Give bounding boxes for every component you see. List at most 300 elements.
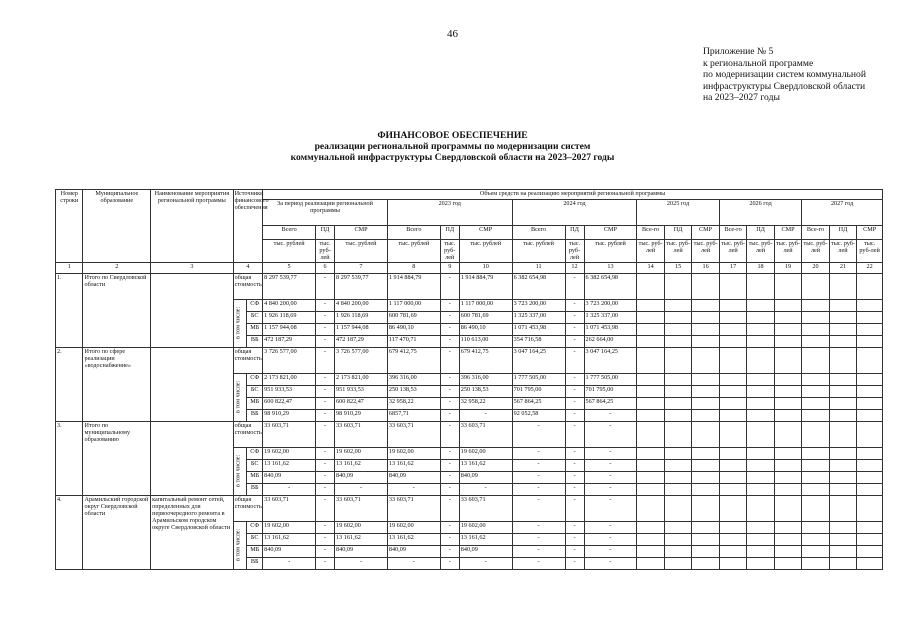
value-cell: 1 071 453,98 [512, 323, 565, 335]
in-that-label: в том числе: [233, 299, 247, 347]
value-cell: - [584, 471, 637, 483]
value-cell: - [565, 545, 584, 557]
header-unit: тыс. руб-лей [664, 240, 691, 263]
empty-cell [692, 273, 719, 299]
empty-cell [829, 299, 856, 311]
empty-cell [637, 347, 664, 373]
empty-cell [857, 397, 883, 409]
header-smr: СМР [584, 226, 637, 240]
value-cell: - [565, 347, 584, 373]
value-cell: - [440, 495, 459, 521]
empty-cell [747, 311, 774, 323]
in-that-label: в том числе: [233, 447, 247, 495]
empty-cell [774, 421, 801, 447]
empty-cell [719, 347, 746, 373]
value-cell: - [565, 373, 584, 385]
value-cell: 951 933,53 [263, 385, 316, 397]
in-that-label: в том числе: [233, 373, 247, 421]
empty-cell [719, 385, 746, 397]
row-program [151, 421, 233, 495]
header-num: Номер строки [56, 190, 83, 263]
value-cell: 840,09 [459, 545, 512, 557]
value-cell: - [335, 557, 388, 569]
value-cell: 1 071 453,98 [584, 323, 637, 335]
value-cell: 3 047 164,25 [512, 347, 565, 373]
header-unit: тыс. руб-лей [747, 240, 774, 263]
column-number: 21 [829, 262, 856, 273]
empty-cell [747, 397, 774, 409]
value-cell: 33 603,71 [335, 495, 388, 521]
column-number: 14 [637, 262, 664, 273]
value-cell: 600 781,69 [459, 311, 512, 323]
value-cell: - [387, 557, 440, 569]
value-cell: - [440, 311, 459, 323]
header-unit: тыс. руб-лей [637, 240, 664, 263]
header-unit: тыс. руб-лей [565, 240, 584, 263]
empty-cell [692, 421, 719, 447]
value-cell: 19 602,00 [387, 521, 440, 533]
value-cell: 701 795,00 [584, 385, 637, 397]
value-cell: - [316, 311, 335, 323]
value-cell: - [565, 471, 584, 483]
header-unit: тыс. рублей [335, 240, 388, 263]
value-cell: - [565, 335, 584, 347]
empty-cell [802, 545, 829, 557]
value-cell: 33 603,71 [335, 421, 388, 447]
value-cell: 3 723 200,00 [512, 299, 565, 311]
value-cell: 19 602,00 [335, 521, 388, 533]
empty-cell [857, 557, 883, 569]
value-cell: - [316, 557, 335, 569]
empty-cell [719, 397, 746, 409]
empty-cell [829, 483, 856, 495]
empty-cell [857, 311, 883, 323]
empty-cell [774, 273, 801, 299]
empty-cell [829, 273, 856, 299]
value-cell: 840,09 [335, 471, 388, 483]
empty-cell [857, 273, 883, 299]
empty-cell [857, 373, 883, 385]
empty-cell [774, 557, 801, 569]
header-source: Источники финансового обеспечения [233, 190, 263, 263]
source-code: ВБ [247, 557, 263, 569]
appendix-line: инфраструктуры Свердловской области [703, 80, 866, 92]
value-cell: - [584, 409, 637, 421]
value-cell: 19 602,00 [387, 447, 440, 459]
empty-cell [774, 397, 801, 409]
empty-cell [829, 323, 856, 335]
value-cell: 1 157 944,08 [335, 323, 388, 335]
value-cell: - [440, 397, 459, 409]
value-cell: - [565, 323, 584, 335]
column-number: 1 [56, 262, 83, 273]
value-cell: - [316, 335, 335, 347]
value-cell: - [459, 557, 512, 569]
value-cell: - [316, 397, 335, 409]
empty-cell [637, 323, 664, 335]
source-total: общая стоимость [233, 347, 263, 373]
value-cell: - [440, 299, 459, 311]
empty-cell [692, 483, 719, 495]
empty-cell [829, 495, 856, 521]
empty-cell [719, 459, 746, 471]
header-program: Наименование мероприятия региональной программы [151, 190, 233, 263]
header-total: Всего [263, 226, 316, 240]
column-number: 10 [459, 262, 512, 273]
header-pd: ПД [664, 226, 691, 240]
empty-cell [719, 521, 746, 533]
column-number: 2 [83, 262, 151, 273]
title-line: коммунальной инфраструктуры Свердловской области на 2023–2027 годы [290, 152, 615, 164]
empty-cell [664, 373, 691, 385]
value-cell: 98 910,29 [335, 409, 388, 421]
value-cell: - [440, 335, 459, 347]
appendix-line: к региональной программе [703, 57, 814, 69]
row-number: 3. [56, 421, 83, 495]
value-cell: - [512, 495, 565, 521]
value-cell: 33 603,71 [387, 421, 440, 447]
empty-cell [747, 409, 774, 421]
value-cell: 1 926 118,69 [263, 311, 316, 323]
value-cell: 840,09 [263, 471, 316, 483]
value-cell: - [512, 557, 565, 569]
value-cell: 33 603,71 [459, 495, 512, 521]
value-cell: - [565, 299, 584, 311]
source-code: БС [247, 533, 263, 545]
value-cell: 110 613,00 [459, 335, 512, 347]
value-cell: 1 325 337,00 [512, 311, 565, 323]
empty-cell [802, 335, 829, 347]
value-cell: - [316, 521, 335, 533]
empty-cell [774, 533, 801, 545]
table-row [56, 421, 883, 447]
value-cell: 396 316,00 [459, 373, 512, 385]
empty-cell [747, 521, 774, 533]
empty-cell [747, 335, 774, 347]
value-cell: - [459, 409, 512, 421]
header-unit: тыс. руб-лей [719, 240, 746, 263]
value-cell: - [565, 521, 584, 533]
header-unit: тыс. руб-лей [829, 240, 856, 263]
empty-cell [637, 273, 664, 299]
empty-cell [719, 335, 746, 347]
value-cell: - [584, 421, 637, 447]
value-cell: - [565, 421, 584, 447]
value-cell: - [512, 459, 565, 471]
empty-cell [664, 421, 691, 447]
row-municipality: Арамильский городской округ Свердловской области [83, 495, 151, 569]
header-pd: ПД [747, 226, 774, 240]
empty-cell [637, 447, 664, 459]
empty-cell [802, 483, 829, 495]
empty-cell [774, 409, 801, 421]
empty-cell [747, 533, 774, 545]
value-cell: 1 914 884,79 [387, 273, 440, 299]
column-number: 22 [857, 262, 883, 273]
empty-cell [829, 545, 856, 557]
value-cell: 98 910,29 [263, 409, 316, 421]
financing-table [55, 189, 883, 570]
empty-cell [692, 533, 719, 545]
empty-cell [719, 557, 746, 569]
value-cell: 3 047 164,25 [584, 347, 637, 373]
value-cell: - [565, 447, 584, 459]
value-cell: 8 297 539,77 [335, 273, 388, 299]
source-code: СФ [247, 447, 263, 459]
empty-cell [637, 545, 664, 557]
value-cell: 19 602,00 [459, 447, 512, 459]
empty-cell [664, 335, 691, 347]
empty-cell [692, 545, 719, 557]
value-cell: - [584, 533, 637, 545]
column-number: 7 [335, 262, 388, 273]
empty-cell [829, 409, 856, 421]
empty-cell [857, 533, 883, 545]
row-program [151, 273, 233, 347]
empty-cell [802, 557, 829, 569]
value-cell: - [316, 545, 335, 557]
title-line: реализации региональной программы по модернизации систем [314, 141, 591, 153]
empty-cell [637, 397, 664, 409]
empty-cell [857, 385, 883, 397]
empty-cell [692, 397, 719, 409]
value-cell: 354 716,58 [512, 335, 565, 347]
column-number: 5 [263, 262, 316, 273]
value-cell: 1 777 505,00 [512, 373, 565, 385]
empty-cell [637, 421, 664, 447]
value-cell: 600 822,47 [335, 397, 388, 409]
empty-cell [637, 335, 664, 347]
value-cell: - [316, 347, 335, 373]
column-number: 9 [440, 262, 459, 273]
empty-cell [719, 483, 746, 495]
value-cell: 117 470,71 [387, 335, 440, 347]
empty-cell [829, 397, 856, 409]
appendix-note [703, 46, 866, 104]
empty-cell [774, 471, 801, 483]
empty-cell [802, 323, 829, 335]
value-cell: 4 840 200,00 [335, 299, 388, 311]
value-cell: 840,09 [263, 545, 316, 557]
value-cell: 1 914 884,79 [459, 273, 512, 299]
header-unit: тыс. руб-лей [692, 240, 719, 263]
value-cell: 6857,71 [387, 409, 440, 421]
empty-cell [802, 273, 829, 299]
row-number: 4. [56, 495, 83, 569]
empty-cell [857, 335, 883, 347]
empty-cell [664, 545, 691, 557]
header-smr: СМР [692, 226, 719, 240]
empty-cell [829, 521, 856, 533]
empty-cell [664, 471, 691, 483]
row-number: 1. [56, 273, 83, 347]
value-cell: 1 117 000,00 [459, 299, 512, 311]
value-cell: 1 117 000,00 [387, 299, 440, 311]
empty-cell [719, 495, 746, 521]
empty-cell [829, 459, 856, 471]
empty-cell [664, 311, 691, 323]
value-cell: 1 777 505,00 [584, 373, 637, 385]
value-cell: 13 161,62 [263, 459, 316, 471]
value-cell: 32 958,22 [387, 397, 440, 409]
value-cell: - [512, 483, 565, 495]
value-cell: 396 316,00 [387, 373, 440, 385]
empty-cell [664, 347, 691, 373]
header-municipality: Муниципальное образование [83, 190, 151, 263]
empty-cell [664, 557, 691, 569]
empty-cell [637, 471, 664, 483]
empty-cell [802, 459, 829, 471]
appendix-line: по модернизации систем коммунальной [703, 69, 866, 81]
empty-cell [857, 323, 883, 335]
empty-cell [692, 471, 719, 483]
empty-cell [747, 459, 774, 471]
empty-cell [747, 323, 774, 335]
empty-cell [802, 373, 829, 385]
empty-cell [747, 495, 774, 521]
column-number: 4 [233, 262, 263, 273]
value-cell: - [565, 557, 584, 569]
header-smr: СМР [774, 226, 801, 240]
value-cell: 840,09 [459, 471, 512, 483]
empty-cell [857, 347, 883, 373]
empty-cell [774, 459, 801, 471]
empty-cell [664, 299, 691, 311]
value-cell: 19 602,00 [335, 447, 388, 459]
value-cell: 2 173 821,00 [263, 373, 316, 385]
in-that-label: в том числе: [233, 521, 247, 569]
source-code: СФ [247, 521, 263, 533]
value-cell: - [565, 483, 584, 495]
source-code: СФ [247, 373, 263, 385]
header-unit: тыс. руб-лей [774, 240, 801, 263]
value-cell: 13 161,62 [335, 533, 388, 545]
value-cell: 600 781,69 [387, 311, 440, 323]
table-row [56, 347, 883, 373]
empty-cell [719, 311, 746, 323]
value-cell: 8 297 539,77 [263, 273, 316, 299]
source-total: общая стоимость [233, 495, 263, 521]
empty-cell [637, 483, 664, 495]
empty-cell [802, 495, 829, 521]
source-code: БС [247, 459, 263, 471]
header-unit: тыс. руб-лей [802, 240, 829, 263]
value-cell: - [584, 483, 637, 495]
header-year: 2024 год [512, 200, 637, 226]
empty-cell [664, 273, 691, 299]
empty-cell [692, 459, 719, 471]
column-number: 17 [719, 262, 746, 273]
empty-cell [802, 471, 829, 483]
value-cell: 1 926 118,69 [335, 311, 388, 323]
source-code: БС [247, 311, 263, 323]
header-total: Все-го [637, 226, 664, 240]
header-smr: СМР [335, 226, 388, 240]
value-cell: - [565, 397, 584, 409]
header-total: Все-го [719, 226, 746, 240]
header-smr: СМР [459, 226, 512, 240]
value-cell: - [565, 409, 584, 421]
value-cell: - [440, 471, 459, 483]
value-cell: 6 382 654,98 [512, 273, 565, 299]
empty-cell [664, 323, 691, 335]
value-cell: - [512, 447, 565, 459]
empty-cell [719, 373, 746, 385]
value-cell: 567 864,25 [512, 397, 565, 409]
empty-cell [747, 483, 774, 495]
header-pd: ПД [829, 226, 856, 240]
value-cell: 13 161,62 [263, 533, 316, 545]
value-cell: - [440, 373, 459, 385]
empty-cell [747, 421, 774, 447]
value-cell: - [584, 545, 637, 557]
column-number: 15 [664, 262, 691, 273]
empty-cell [829, 421, 856, 447]
value-cell: 951 933,53 [335, 385, 388, 397]
value-cell: - [440, 533, 459, 545]
value-cell: 679 412,75 [387, 347, 440, 373]
empty-cell [692, 335, 719, 347]
empty-cell [637, 311, 664, 323]
page-number: 46 [447, 28, 458, 40]
row-program: капитальный ремонт сетей, определенных для первоочередного ремонта в Арамильском городском округе Свердловской области [151, 495, 233, 569]
empty-cell [719, 409, 746, 421]
header-smr: СМР [857, 226, 883, 240]
value-cell: 33 603,71 [387, 495, 440, 521]
column-number: 13 [584, 262, 637, 273]
empty-cell [857, 545, 883, 557]
value-cell: 19 602,00 [263, 447, 316, 459]
column-number: 3 [151, 262, 233, 273]
value-cell: 701 795,00 [512, 385, 565, 397]
empty-cell [692, 557, 719, 569]
appendix-line: Приложение № 5 [703, 46, 774, 57]
value-cell: - [440, 385, 459, 397]
empty-cell [829, 471, 856, 483]
row-program [151, 347, 233, 421]
value-cell: 3 726 577,00 [335, 347, 388, 373]
value-cell: - [440, 323, 459, 335]
source-total: общая стоимость [233, 421, 263, 447]
header-unit: тыс. рублей [387, 240, 440, 263]
empty-cell [802, 385, 829, 397]
value-cell: 4 840 200,00 [263, 299, 316, 311]
value-cell: 600 822,47 [263, 397, 316, 409]
value-cell: - [440, 521, 459, 533]
value-cell: - [584, 495, 637, 521]
empty-cell [829, 557, 856, 569]
empty-cell [664, 495, 691, 521]
value-cell: - [512, 521, 565, 533]
column-number: 8 [387, 262, 440, 273]
empty-cell [774, 347, 801, 373]
value-cell: 13 161,62 [387, 533, 440, 545]
header-total: Всего [387, 226, 440, 240]
value-cell: 472 187,29 [263, 335, 316, 347]
value-cell: - [440, 545, 459, 557]
value-cell: - [440, 347, 459, 373]
column-number: 16 [692, 262, 719, 273]
value-cell: - [440, 459, 459, 471]
value-cell: 19 602,00 [263, 521, 316, 533]
value-cell: - [263, 483, 316, 495]
empty-cell [637, 495, 664, 521]
value-cell: 13 161,62 [459, 533, 512, 545]
empty-cell [774, 299, 801, 311]
value-cell: - [565, 459, 584, 471]
value-cell: - [440, 421, 459, 447]
value-cell: - [584, 447, 637, 459]
